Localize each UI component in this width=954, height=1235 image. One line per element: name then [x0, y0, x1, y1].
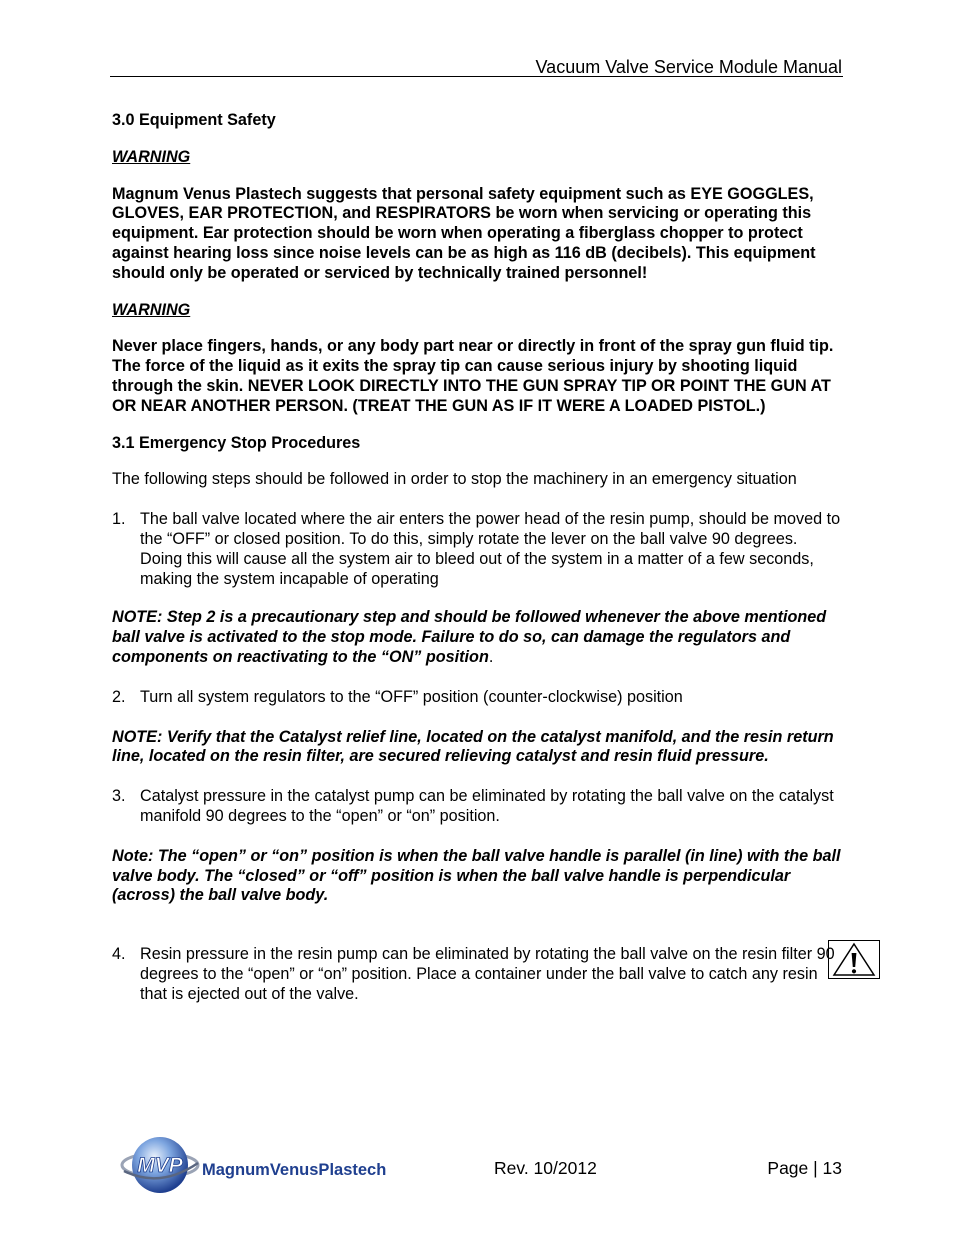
warning-triangle-icon	[829, 941, 879, 978]
list-text: Resin pressure in the resin pump can be eliminated by rotating the ball valve on the resin filter 90 degrees to the “open” or “on” position. Place a container under the ball valve to catch any resin that is ejected out of the valve.	[140, 945, 835, 1003]
header-title: Vacuum Valve Service Module Manual	[535, 57, 842, 77]
mvp-logo-icon	[120, 1133, 410, 1197]
list-item	[112, 688, 844, 708]
logo-badge: MVP	[137, 1154, 183, 1177]
list-item	[112, 945, 844, 1004]
warning-text: Never place fingers, hands, or any body part near or directly in front of the spray gun fluid tip. The force of the liquid as it exits the spray tip can cause serious injury by shooting liquid through the skin. NEVER LOOK DIRECTLY INTO THE GUN SPRAY TIP OR POINT THE GUN AT OR NEAR ANOTHER PERSON. (TREAT THE GUN AS IF IT WERE A LOADED PISTOL.)	[112, 337, 834, 415]
header-rule	[110, 76, 843, 77]
logo-text: MagnumVenusPlastech	[202, 1161, 387, 1179]
list-item	[112, 510, 844, 589]
list-number: 3.	[112, 787, 126, 806]
note-paragraph: NOTE: Verify that the Catalyst relief line, located on the catalyst manifold, and the resin return line, located on the resin filter, are secured relieving catalyst and resin fluid pressure.	[112, 727, 834, 766]
note-paragraph	[112, 608, 844, 667]
warning-triangle-icon	[828, 940, 880, 979]
section-heading-3-1: 3.1 Emergency Stop Procedures	[112, 433, 361, 452]
warning-text: Magnum Venus Plastech suggests that personal safety equipment such as EYE GOGGLES, GLOVES, EAR PROTECTION, and RESPIRATORS be worn when servicing or operating this equipment. Ear protection should be worn when operating a fiberglass chopper to protect against hearing loss since noise levels can be as high as 116 dB (decibels). This equipment should only be operated or serviced by technically trained personnel!	[112, 184, 816, 282]
company-logo	[120, 1133, 410, 1197]
page-body	[112, 111, 844, 1005]
list-number: 2.	[112, 687, 126, 706]
warning-label: WARNING	[112, 300, 191, 319]
list-number: 1.	[112, 510, 126, 529]
list-item	[112, 787, 844, 827]
list-text: Catalyst pressure in the catalyst pump can be eliminated by rotating the ball valve on the catalyst manifold 90 degrees to the “open” or “on” position.	[140, 787, 834, 825]
list-text: The ball valve located where the air enters the power head of the resin pump, should be moved to the “OFF” or closed position. To do this, simply rotate the lever on the ball valve 90 degrees. Doing this will cause all the system air to bleed out of the system in a matter of a few seconds, making the system incapable of operating	[140, 510, 841, 588]
section-heading-3-0: 3.0 Equipment Safety	[112, 111, 276, 129]
list-number: 4.	[112, 945, 126, 964]
intro-paragraph: The following steps should be followed in order to stop the machinery in an emergency situation	[112, 470, 797, 489]
revision-label: Rev. 10/2012	[494, 1158, 597, 1178]
page-number: Page | 13	[767, 1158, 842, 1178]
note-end: .	[488, 647, 494, 666]
warning-label: WARNING	[112, 147, 191, 166]
note-text: NOTE: Step 2 is a precautionary step and should be followed whenever the above mentioned ball valve is activated to the stop mode. Failure to do so, can damage the regulators and components on reactivating to the “ON” position	[112, 608, 827, 666]
list-text: Turn all system regulators to the “OFF” position (counter-clockwise) position	[140, 687, 683, 706]
note-paragraph: Note: The “open” or “on” position is when the ball valve handle is parallel (in line) with the ball valve body. The “closed” or “off” position is when the ball valve handle is perpendicular (across) the ball valve body.	[112, 846, 841, 905]
